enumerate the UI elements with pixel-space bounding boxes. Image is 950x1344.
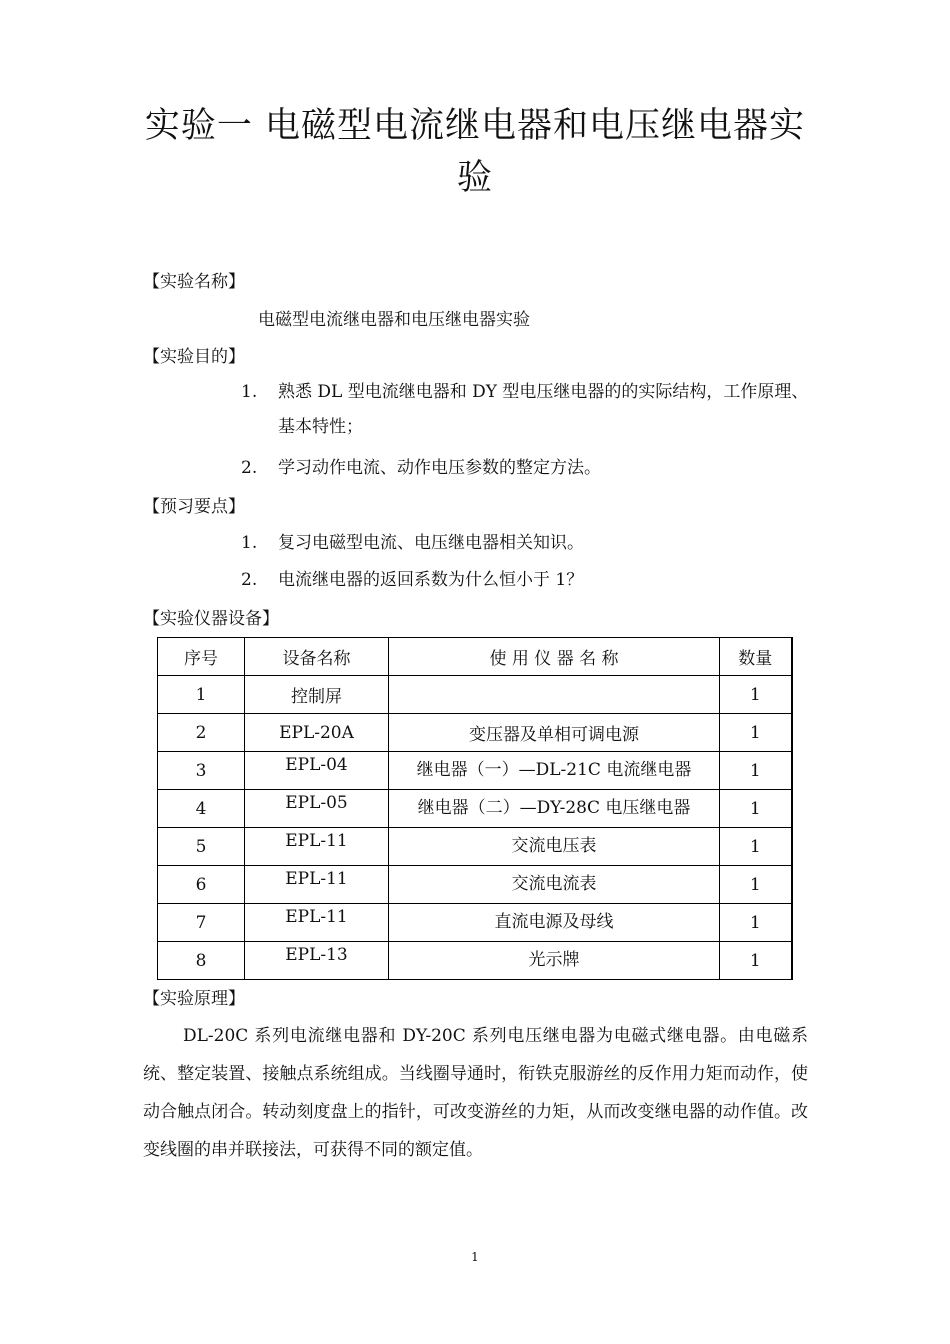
table-cell: 1 (720, 904, 792, 942)
purpose-item-text: 学习动作电流、动作电压参数的整定方法。 (278, 458, 601, 478)
table-cell: 6 (158, 866, 245, 904)
equipment-table (157, 637, 793, 980)
preview-item-2 (241, 563, 811, 598)
section-header-preview: 【预习要点】 (143, 497, 245, 517)
table-row (158, 904, 792, 942)
table-cell: 3 (158, 752, 245, 790)
table-cell: 1 (720, 752, 792, 790)
table-cell: 直流电源及母线 (389, 904, 720, 942)
purpose-item-2 (241, 451, 811, 486)
experiment-name-text: 电磁型电流继电器和电压继电器实验 (258, 310, 530, 330)
table-cell: 1 (720, 714, 792, 752)
document-title (130, 100, 820, 204)
section-header-principle: 【实验原理】 (143, 989, 245, 1009)
table-cell: 4 (158, 790, 245, 828)
section-header-equipment: 【实验仪器设备】 (143, 609, 279, 629)
section-header-purpose: 【实验目的】 (143, 347, 245, 367)
table-cell: 7 (158, 904, 245, 942)
principle-paragraph (143, 1017, 808, 1169)
purpose-item-number: 1. (241, 382, 258, 402)
table-cell: 控制屏 (245, 676, 389, 714)
table-cell: 继电器（二）—DY-28C 电压继电器 (389, 790, 720, 828)
preview-item-number: 1. (241, 533, 258, 553)
preview-item-1 (241, 526, 811, 561)
table-cell: EPL-04 (245, 752, 389, 790)
table-row (158, 866, 792, 904)
purpose-item-text: 熟悉 DL 型电流继电器和 DY 型电压继电器的的实际结构，工作原理、基本特性； (278, 382, 809, 437)
preview-item-text: 复习电磁型电流、电压继电器相关知识。 (278, 533, 584, 553)
table-cell: EPL-11 (245, 904, 389, 942)
table-row (158, 942, 792, 980)
table-header-row (158, 638, 792, 676)
table-header-cell: 使 用 仪 器 名 称 (389, 638, 720, 676)
table-cell: 1 (720, 942, 792, 980)
table-cell: 1 (720, 676, 792, 714)
table-header-cell: 设备名称 (245, 638, 389, 676)
table-cell: EPL-11 (245, 866, 389, 904)
table-cell: 继电器（一）—DL-21C 电流继电器 (389, 752, 720, 790)
preview-item-number: 2. (241, 570, 258, 590)
table-header-cell: 序号 (158, 638, 245, 676)
table-cell: 8 (158, 942, 245, 980)
purpose-item-number: 2. (241, 458, 258, 478)
page-number: 1 (471, 1250, 479, 1264)
table-cell: 交流电压表 (389, 828, 720, 866)
table-cell: 变压器及单相可调电源 (389, 714, 720, 752)
table-cell: 1 (720, 790, 792, 828)
table-cell (389, 676, 720, 714)
table-row (158, 676, 792, 714)
table-row (158, 828, 792, 866)
section-header-name: 【实验名称】 (143, 272, 245, 292)
table-cell: EPL-05 (245, 790, 389, 828)
title-line-2: 验 (456, 158, 493, 198)
principle-text: DL-20C 系列电流继电器和 DY-20C 系列电压继电器为电磁式继电器。由电磁系统、整定装置、接触点系统组成。当线圈导通时，衔铁克服游丝的反作用力矩而动作，使动合触点闭合。转动刻度盘上的指针，可改变游丝的力矩，从而改变继电器的动作值。改变线圈的串并联接法，可获得不同的额定值。 (143, 1026, 808, 1160)
table-row (158, 790, 792, 828)
table-cell: 1 (720, 866, 792, 904)
table-cell: EPL-20A (245, 714, 389, 752)
title-line-1: 实验一 电磁型电流继电器和电压继电器实 (144, 106, 806, 146)
table-row (158, 752, 792, 790)
table-cell: 1 (720, 828, 792, 866)
table-cell: EPL-13 (245, 942, 389, 980)
preview-item-text: 电流继电器的返回系数为什么恒小于 1？ (278, 570, 584, 590)
table-row (158, 714, 792, 752)
table-cell: EPL-11 (245, 828, 389, 866)
table-cell: 交流电流表 (389, 866, 720, 904)
table-header-cell: 数量 (720, 638, 792, 676)
table-cell: 5 (158, 828, 245, 866)
purpose-item-1 (241, 375, 811, 445)
table-cell: 2 (158, 714, 245, 752)
table-cell: 1 (158, 676, 245, 714)
table-cell: 光示牌 (389, 942, 720, 980)
